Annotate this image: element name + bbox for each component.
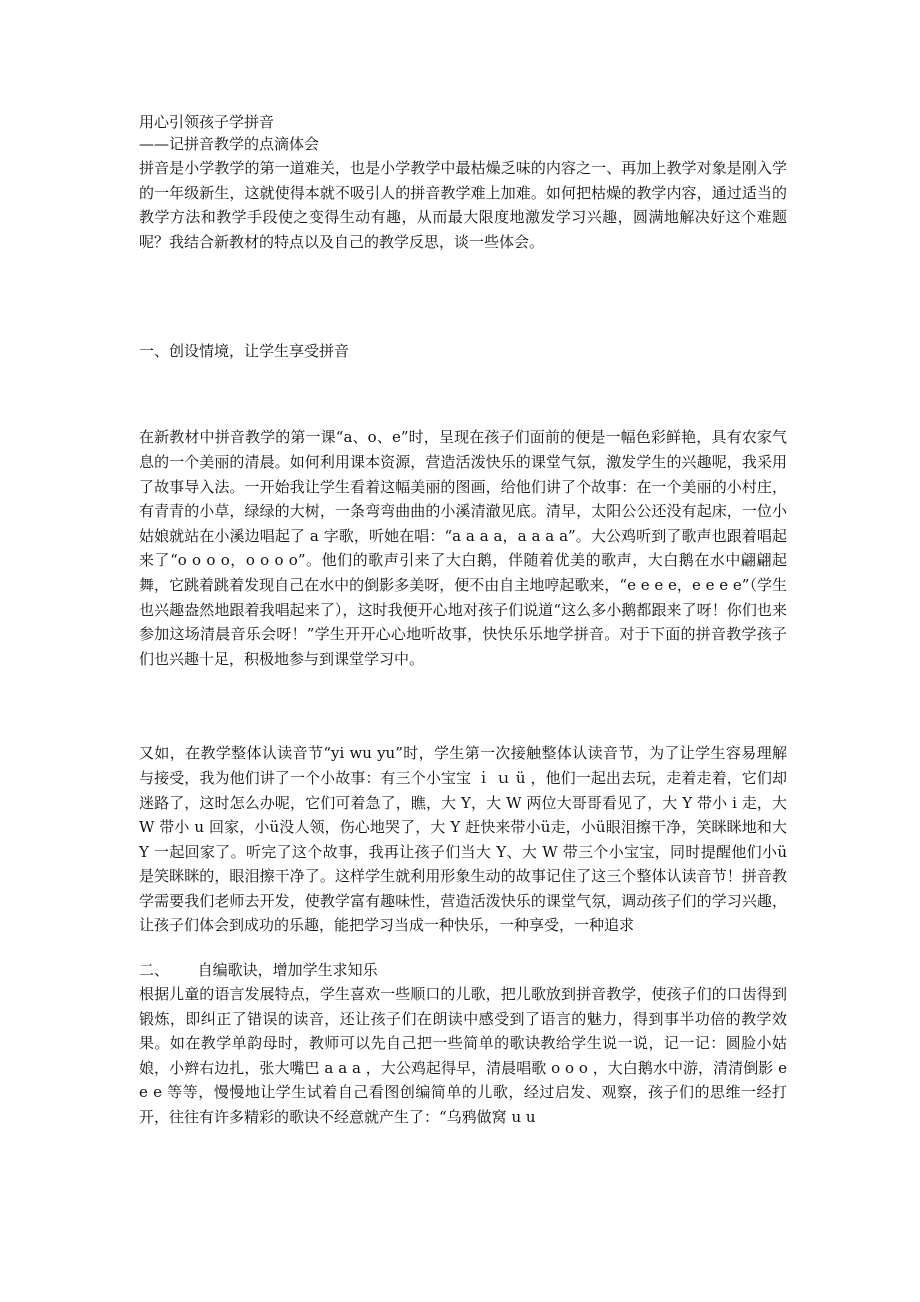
- intro-paragraph: 拼音是小学教学的第一道难关，也是小学教学中最枯燥乏味的内容之一、再加上教学对象是刚入学的一年级新生，这就使得本就不吸引人的拼音教学难上加难。如何把枯燥的教学内容，通过适当的教学方法和教学手段使之变得生动有趣，从而最大限度地激发学习兴趣，圆满地解决好这个难题呢？我结合新教材的特点以及自己的教学反思，谈一些体会。: [139, 159, 787, 251]
- section-2-paragraph-1: 根据儿童的语言发展特点，学生喜欢一些顺口的儿歌，把儿歌放到拼音教学，使孩子们的口齿得到锻炼，即纠正了错误的读音，还让孩子们在朗读中感受到了语言的魅力，得到事半功倍的教学效果。如在教学单韵母时，教师可以先自己把一些简单的歌诀教给学生说一说，记一记：圆脸小姑娘，小辫右边扎，张大嘴巴 a a a ，大公鸡起得早，清晨唱歌 o o o ，大白鹅水中游，清清倒影 e e e 等等，慢慢地让学生试着自己看图创编简单的儿歌，经过启发、观察，孩子们的思维一经打开，往往有许多精彩的歌诀不经意就产生了：“乌鸦做窝 u u: [139, 985, 787, 1127]
- document-body: [139, 111, 787, 1130]
- section-1-paragraph-2: 又如，在教学整体认读音节“yi wu yu”时，学生第一次接触整体认读音节，为了让学生容易理解与接受，我为他们讲了一个小故事：有三个小宝宝 ｉ ｕ ü ，他们一起出去玩，走着走着，它们却迷路了，这时怎么办呢，它们可着急了，瞧，大 Y，大 W 两位大哥哥看见了，大 Y 带小 i 走，大 W 带小 u 回家，小ü没人领，伤心地哭了，大 Y 赶快来带小ü走，小ü眼泪擦干净，笑眯眯地和大 Y 一起回家了。听完了这个故事，我再让孩子们当大 Y、大 W 带三个小宝宝，同时提醒他们小ü是笑眯眯的，眼泪擦干净了。这样学生就利用形象生动的故事记住了这三个整体认读音节！拼音教学需要我们老师去开发，使教学富有趣味性，营造活泼快乐的课堂气氛，调动孩子们的学习兴趣，让孩子们体会到成功的乐趣，能把学习当成一种快乐，一种享受，一种追求: [139, 744, 787, 935]
- section-1-paragraph-1: 在新教材中拼音教学的第一课“a、o、e”时，呈现在孩子们面前的便是一幅色彩鲜艳，具有农家气息的一个美丽的清晨。如何利用课本资源，营造活泼快乐的课堂气氛，激发学生的兴趣呢，我采用了故事导入法。一开始我让学生看着这幅美丽的图画，给他们讲了个故事：在一个美丽的小村庄，有青青的小草，绿绿的大树，一条弯弯曲曲的小溪清澈见底。清早，太阳公公还没有起床，一位小姑娘就站在小溪边唱起了 a 字歌，听她在唱：“a a a a，a a a a”。大公鸡听到了歌声也跟着唱起来了“o o o o，o o o o”。他们的歌声引来了大白鹅，伴随着优美的歌声，大白鹅在水中翩翩起舞，它跳着跳着发现自己在水中的倒影多美呀，便不由自主地哼起歌来，“e e e e，e e e e”（学生也兴趣盎然地跟着我唱起来了），这时我便开心地对孩子们说道“这么多小鹅都跟来了呀！你们也来参加这场清晨音乐会呀！”学生开开心心地听故事，快快乐乐地学拼音。对于下面的拼音教学孩子们也兴趣十足，积极地参与到课堂学习中。: [139, 428, 787, 668]
- document-subtitle: ——记拼音教学的点滴体会: [139, 135, 320, 153]
- section-2-heading: 二、 自编歌诀，增加学生求知乐: [139, 961, 378, 980]
- document-title: 用心引领孩子学拼音: [139, 113, 275, 131]
- section-1-heading: 一、创设情境，让学生享受拼音: [139, 342, 350, 361]
